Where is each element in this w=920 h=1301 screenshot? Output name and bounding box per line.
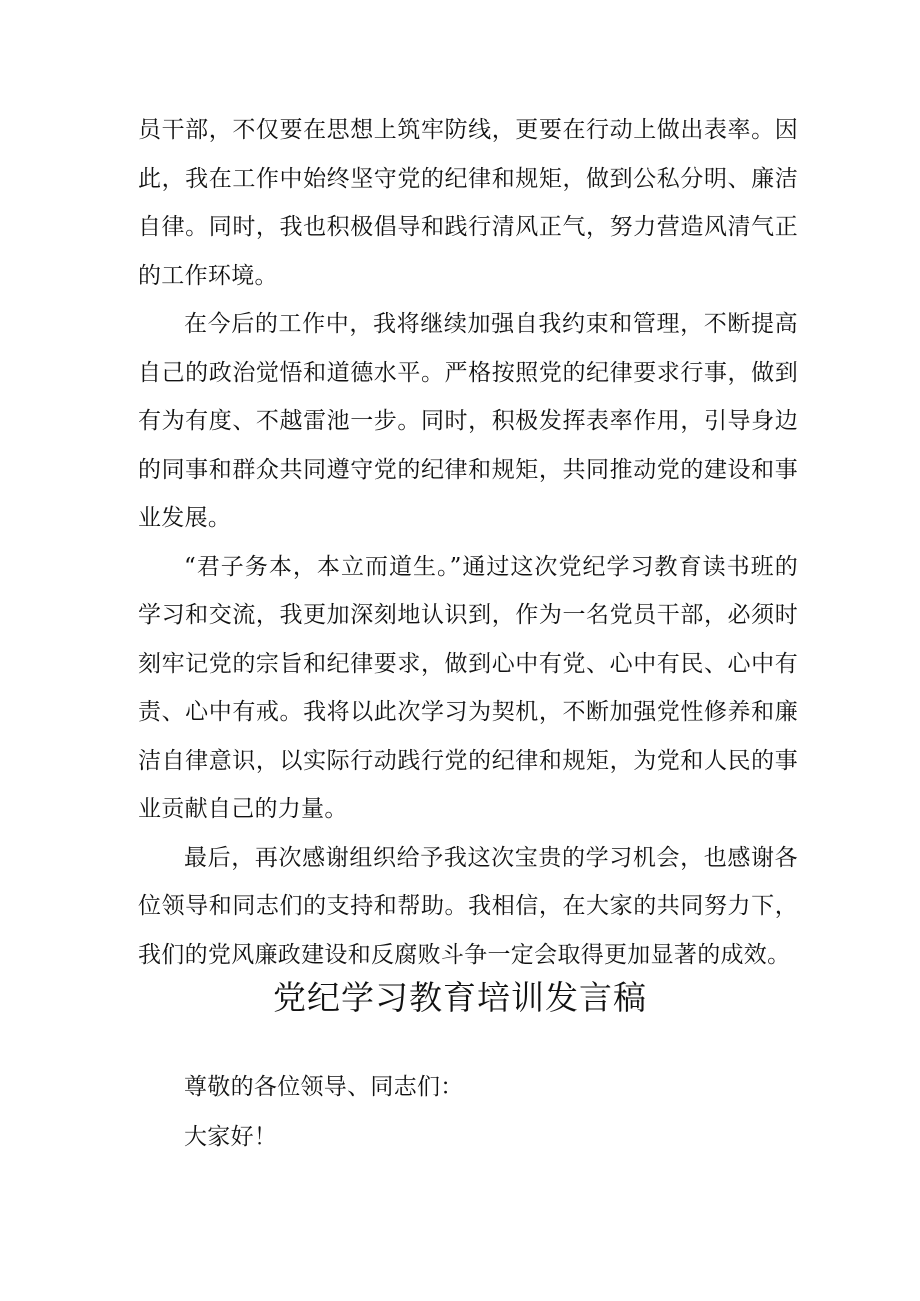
paragraph-reflection: “君子务本，本立而道生。”通过这次党纪学习教育读书班的学习和交流，我更加深刻地认识到，作为一名党员干部，必须时刻牢记党的宗旨和纪律要求，做到心中有党、心中有民、心中有责、心中有戒。我将以此次学习为契机，不断加强党性修养和廉洁自律意识，以实际行动践行党的纪律和规矩，为党和人民的事业贡献自己的力量。 [138,553,798,822]
greeting: 大家好！ [184,1124,278,1150]
document-body [138,106,798,979]
paragraph-continuation: 员干部，不仅要在思想上筑牢防线，更要在行动上做出表率。因此，我在工作中始终坚守党的纪律和规矩，做到公私分明、廉洁自律。同时，我也积极倡导和践行清风正气，努力营造风清气正的工作环境。 [138,117,798,289]
paragraph-future-work: 在今后的工作中，我将继续加强自我约束和管理，不断提高自己的政治觉悟和道德水平。严格按照党的纪律要求行事，做到有为有度、不越雷池一步。同时，积极发挥表率作用，引导身边的同事和群众共同遵守党的纪律和规矩，共同推动党的建设和事业发展。 [138,311,798,531]
paragraph-closing: 最后，再次感谢组织给予我这次宝贵的学习机会，也感谢各位领导和同志们的支持和帮助。我相信，在大家的共同努力下，我们的党风廉政建设和反腐败斗争一定会取得更加显著的成效。 [138,844,798,968]
salutation: 尊敬的各位领导、同志们： [184,1074,464,1100]
document-title: 党纪学习教育培训发言稿 [273,978,647,1017]
